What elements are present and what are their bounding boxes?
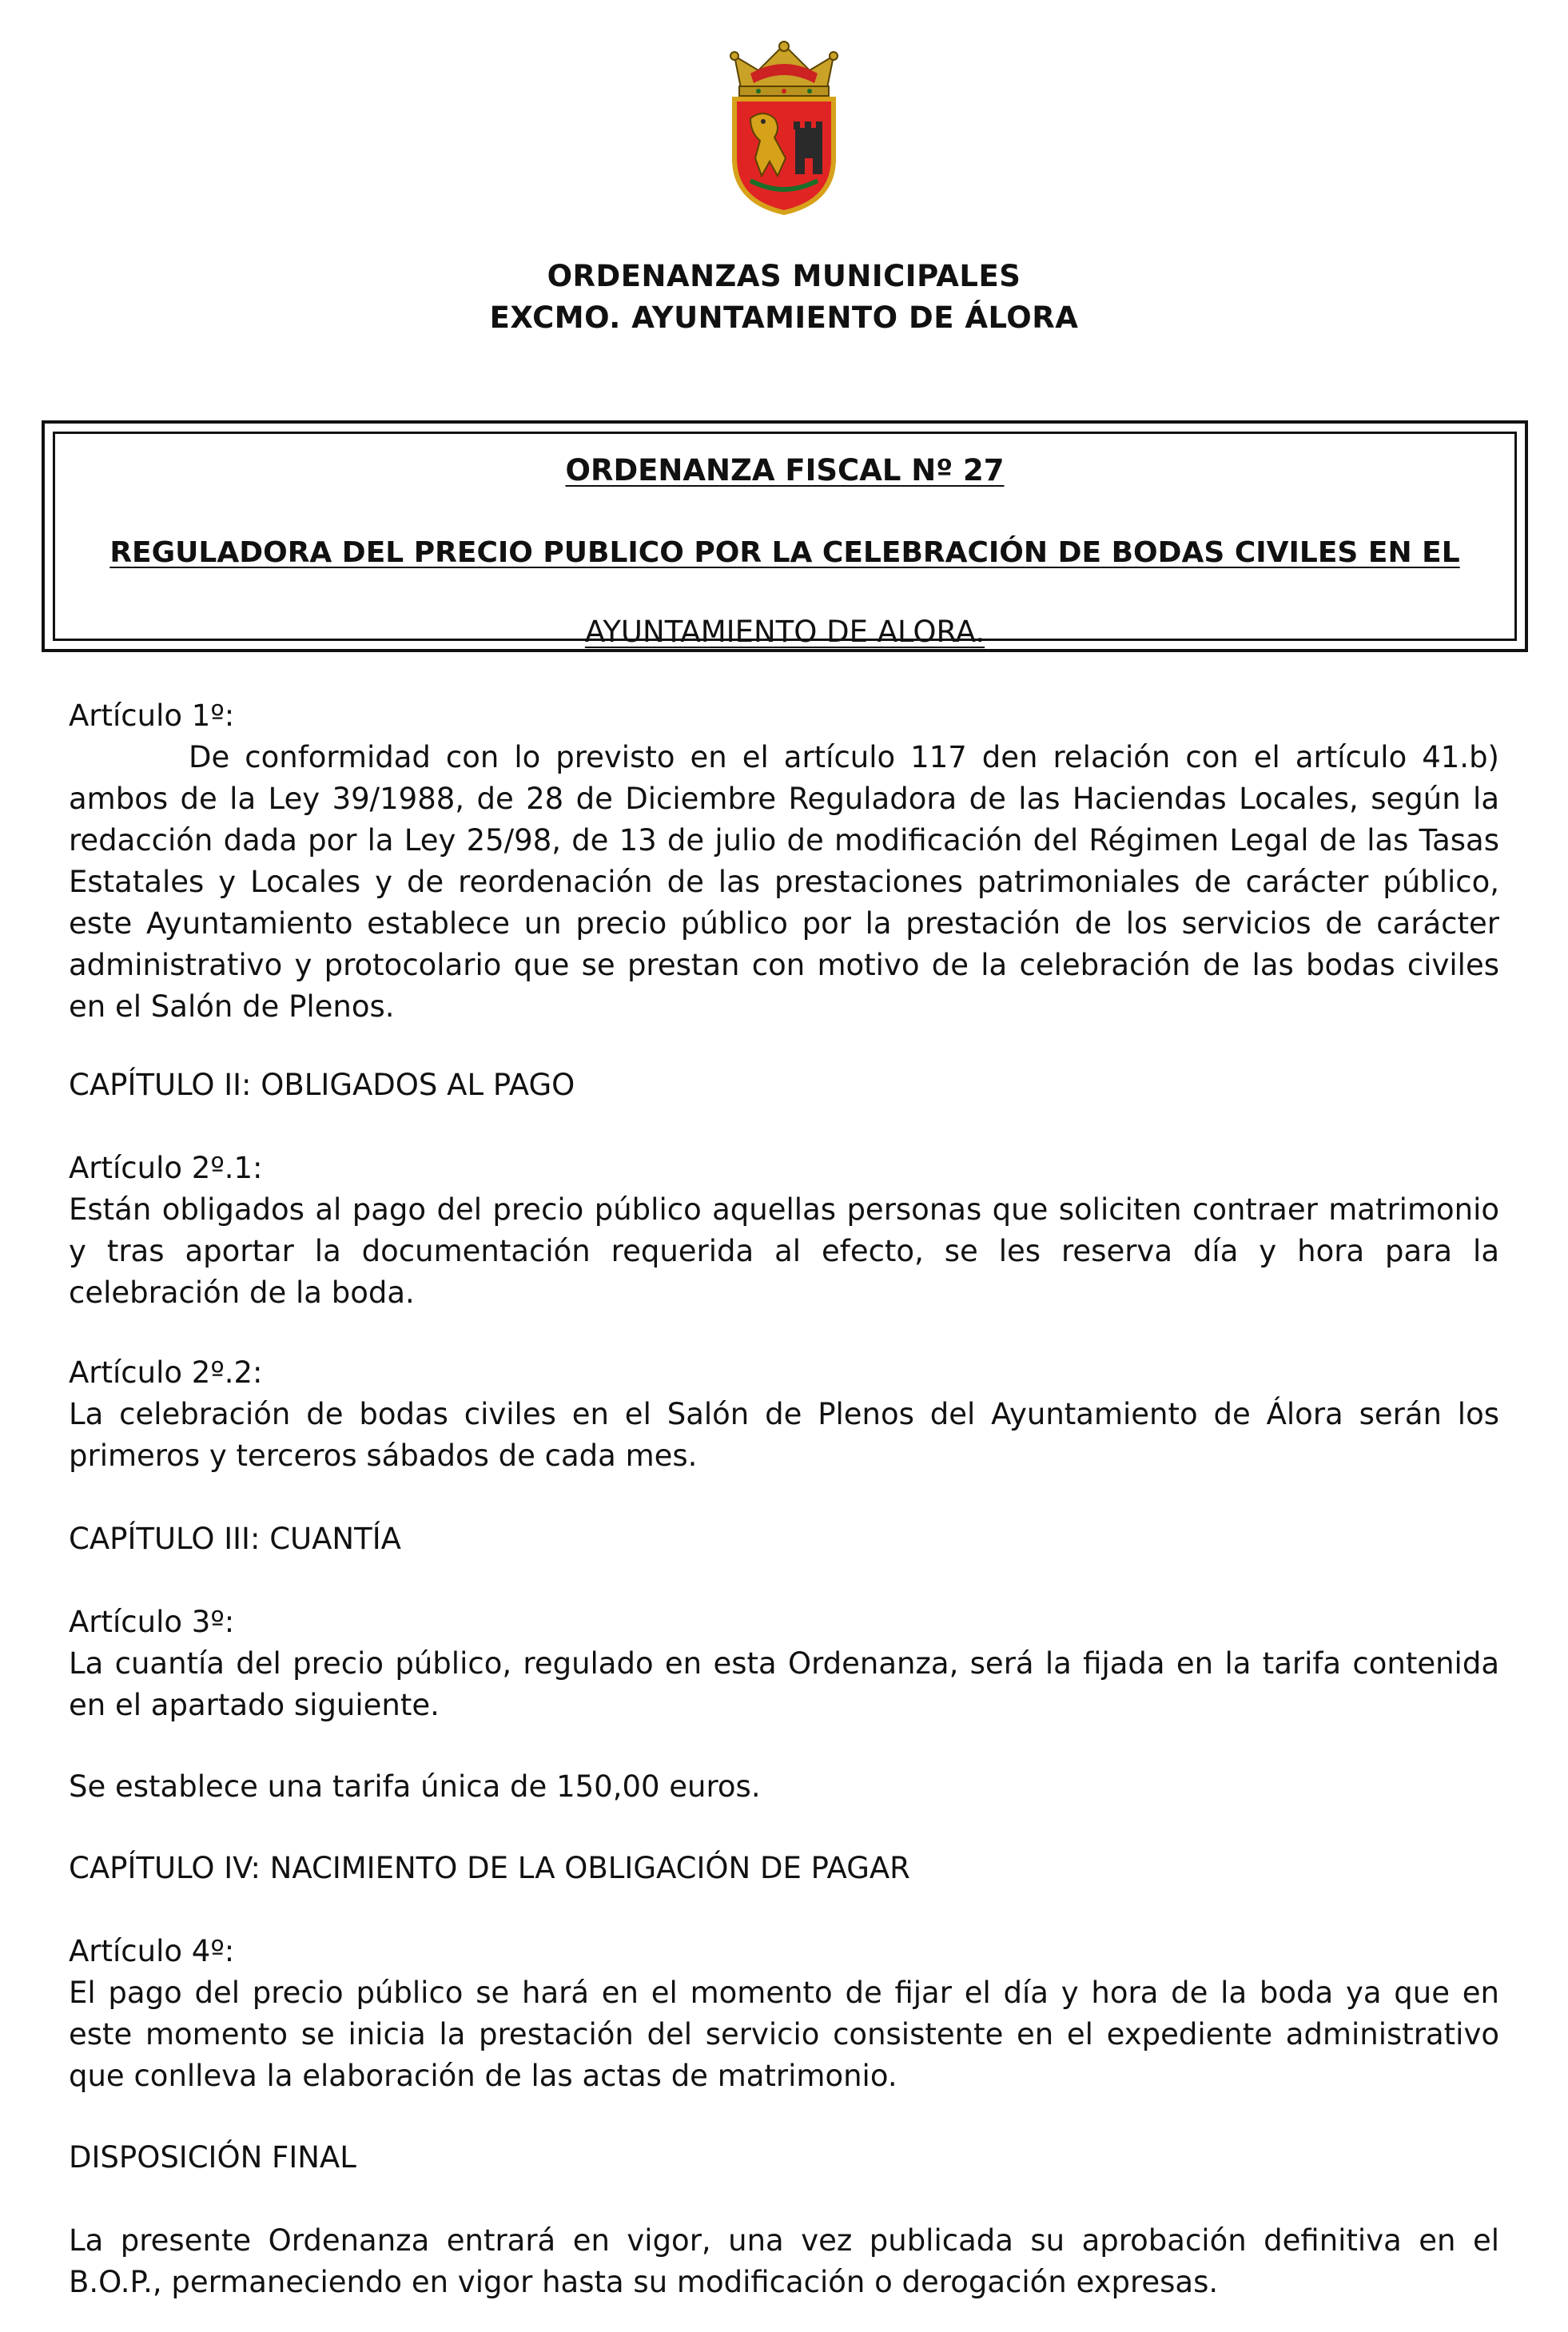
- article-3-block: [69, 1602, 1499, 1726]
- ordinance-subtitle-cont: AYUNTAMIENTO DE ALORA.: [584, 615, 985, 649]
- article-2-1-block: [69, 1148, 1499, 1314]
- final-provision-text: La presente Ordenanza entrará en vigor, una vez publicada su aprobación definitiva en el B.O.P., permaneciendo en vigor hasta su modificación o derogación expresas.: [69, 2223, 1499, 2299]
- title-box-inner: [53, 432, 1517, 649]
- article-1-heading: Artículo 1º:: [69, 698, 235, 733]
- coat-of-arms-icon: [718, 38, 850, 217]
- ordinance-title: ORDENANZA FISCAL Nº 27: [565, 453, 1005, 487]
- article-2-1-heading: Artículo 2º.1:: [69, 1151, 263, 1185]
- article-3-heading: Artículo 3º:: [69, 1605, 235, 1639]
- chapter-3-heading: CAPÍTULO III: CUANTÍA: [69, 1522, 401, 1556]
- article-3-text: La cuantía del precio público, regulado en esta Ordenanza, será la fijada en la tarifa contenida en el apartado siguiente.: [69, 1646, 1499, 1722]
- ordinance-subtitle: REGULADORA DEL PRECIO PUBLICO POR LA CELEBRACIÓN DE BODAS CIVILES EN EL: [109, 536, 1460, 569]
- article-1-text: De conformidad con lo previsto en el artículo 117 den relación con el artículo 41.b) ambos de la Ley 39/1988, de 28 de Diciembre Reguladora de las Haciendas Locales, según la redacción dada por la Ley 25/98, de 13 de julio de modificación del Régimen Legal de las Tasas Estatales y Locales y de reordenación de las prestaciones patrimoniales de carácter público, este Ayuntamiento establece un precio público por la prestación de los servicios de carácter administrativo y protocolario que se prestan con motivo de la celebración de las bodas civiles en el Salón de Plenos.: [69, 740, 1499, 1024]
- article-4-block: [69, 1931, 1499, 2097]
- article-2-1-text: Están obligados al pago del precio público aquellas personas que soliciten contraer matrimonio y tras aportar la documentación requerida al efecto, se les reserva día y hora para la celebración de la boda.: [69, 1192, 1499, 1310]
- tariff-text: Se establece una tarifa única de 150,00 euros.: [69, 1769, 761, 1804]
- title-box: [42, 420, 1528, 652]
- article-4-text: El pago del precio público se hará en el momento de fijar el día y hora de la boda ya que en este momento se inicia la prestación del servicio consistente en el expediente administrativo que conlleva la elaboración de las actas de matrimonio.: [69, 1976, 1499, 2093]
- chapter-4-heading: CAPÍTULO IV: NACIMIENTO DE LA OBLIGACIÓN DE PAGAR: [69, 1851, 910, 1885]
- header-line-2: EXCMO. AYUNTAMIENTO DE ÁLORA: [489, 300, 1079, 335]
- article-2-2-text: La celebración de bodas civiles en el Salón de Plenos del Ayuntamiento de Álora serán los primeros y terceros sábados de cada mes.: [69, 1397, 1499, 1473]
- chapter-2-heading: CAPÍTULO II: OBLIGADOS AL PAGO: [69, 1068, 575, 1102]
- article-2-2-block: [69, 1352, 1499, 1477]
- article-2-2-heading: Artículo 2º.2:: [69, 1355, 263, 1390]
- article-4-heading: Artículo 4º:: [69, 1934, 235, 1968]
- article-1-block: [69, 695, 1499, 1028]
- header-line-1: ORDENANZAS MUNICIPALES: [547, 259, 1021, 293]
- final-provision-heading: DISPOSICIÓN FINAL: [69, 2140, 356, 2175]
